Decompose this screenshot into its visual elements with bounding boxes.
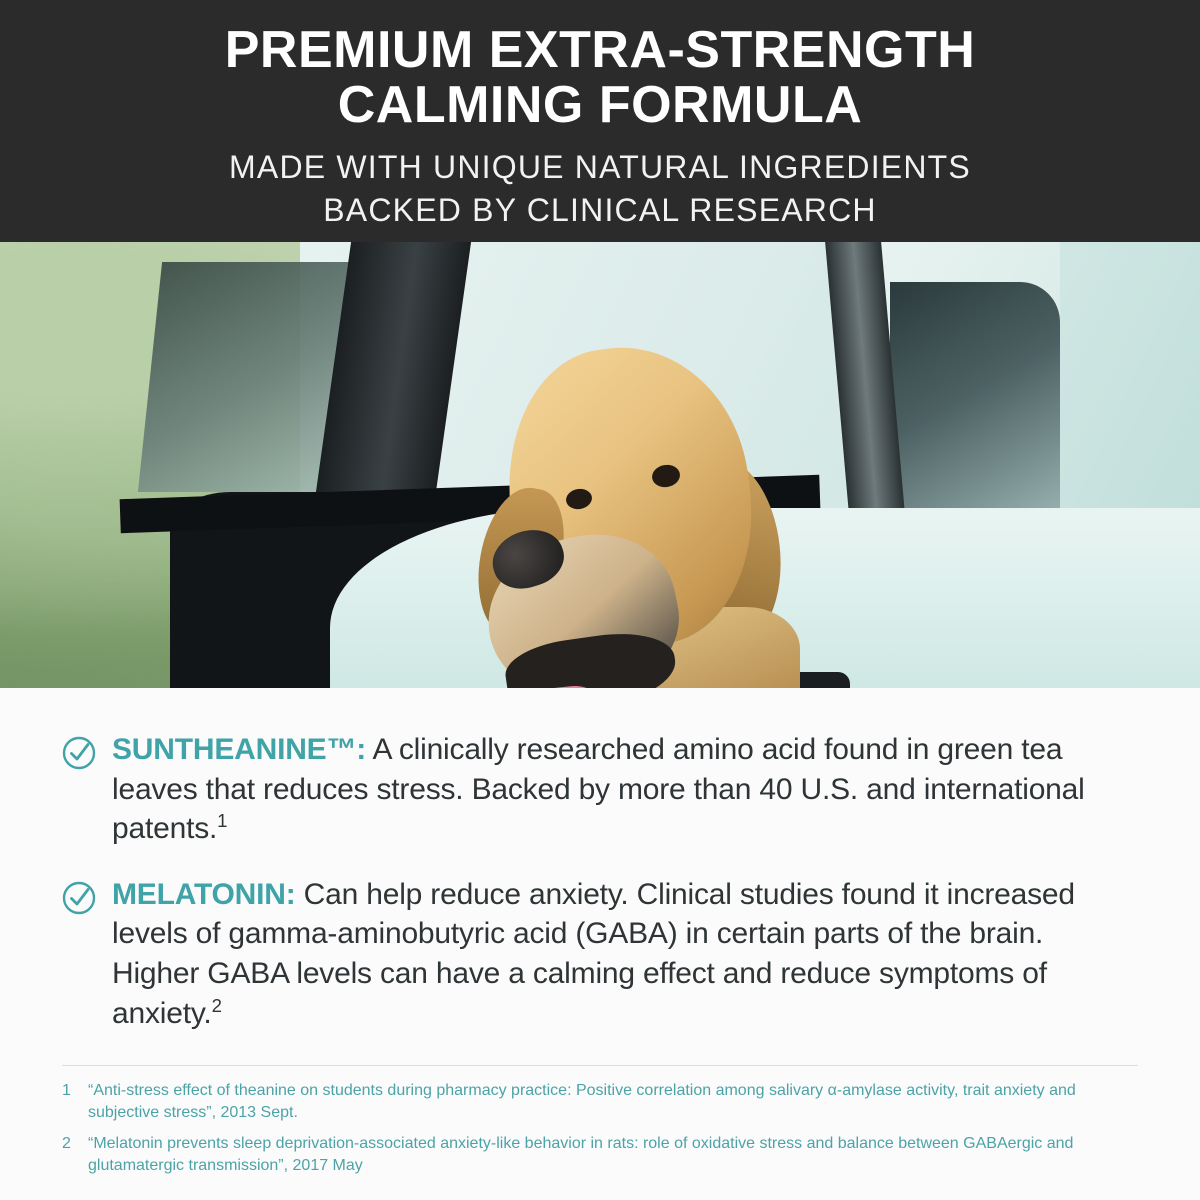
benefit-item [62, 875, 1138, 1033]
footnote-item [62, 1133, 1138, 1176]
benefit-footnote-ref: 2 [211, 994, 222, 1016]
footnote-text: “Melatonin prevents sleep deprivation-associated anxiety-like behavior in rats: role of oxidative stress and balance between GABAergic and glutamatergic transmission”, 2017 May [88, 1135, 1074, 1174]
page-title-line-1: PREMIUM EXTRA-STRENGTH [224, 20, 976, 79]
benefit-description: Can help reduce anxiety. Clinical studies found it increased levels of gamma-aminobutyric acid (GABA) in certain parts of the brain. Higher GABA levels can have a calming effect and reduce symptoms of anxiety. [112, 877, 1075, 1030]
footnote-item [62, 1080, 1138, 1123]
benefits-list [0, 688, 1200, 1059]
page-subtitle [229, 146, 971, 232]
page-title [224, 20, 976, 134]
page-subtitle-line-1: MADE WITH UNIQUE NATURAL INGREDIENTS [229, 149, 971, 186]
car-rear-window-glass [890, 282, 1060, 532]
dog-illustration [470, 337, 800, 689]
check-circle-icon [62, 736, 96, 770]
hero-image [0, 242, 1200, 689]
footnote-text: “Anti-stress effect of theanine on students during pharmacy practice: Positive correlation among salivary α-amylase activity, trait anxiety and subjective stress”, 2013 Sept. [88, 1082, 1076, 1121]
benefit-text [112, 730, 1138, 849]
header-banner [0, 0, 1200, 242]
benefit-description: A clinically researched amino acid found in green tea leaves that reduces stress. Backed by more than 40 U.S. and international patents. [112, 733, 1085, 846]
page-subtitle-line-2: BACKED BY CLINICAL RESEARCH [323, 192, 877, 229]
benefit-item [62, 730, 1138, 849]
benefit-ingredient-name: MELATONIN: [112, 877, 296, 911]
benefit-ingredient-name: SUNTHEANINE™: [112, 733, 367, 767]
footnote-number: 1 [62, 1082, 71, 1100]
page-title-line-2: CALMING FORMULA [337, 75, 863, 134]
benefit-footnote-ref: 1 [217, 810, 228, 832]
benefit-text [112, 875, 1138, 1033]
footnote-number: 2 [62, 1135, 71, 1153]
footnotes-section [62, 1065, 1138, 1186]
check-circle-icon [62, 881, 96, 915]
